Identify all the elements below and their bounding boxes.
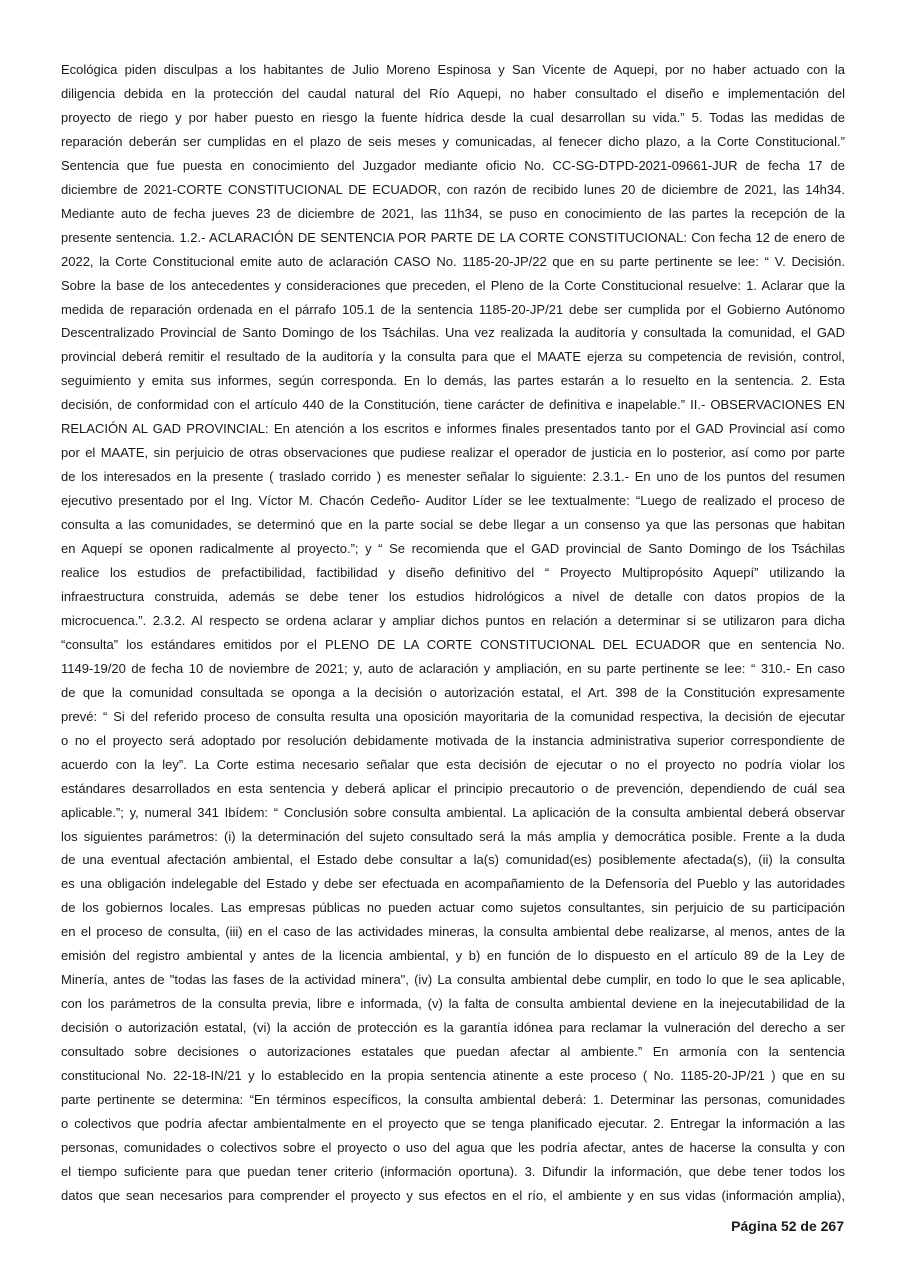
text-line: Mediante auto de fecha jueves 23 de diciembre de 2021, las 11h34, se puso en conocimiento de las partes la recepción de la	[61, 205, 845, 221]
text-line: con los parámetros de la consulta previa, libre e informada, (v) la falta de consulta ambiental deviene en la inejecutabilidad de la	[61, 996, 845, 1012]
text-line: por el MAATE, sin perjuicio de otras observaciones que pudiese realizar el operador de justicia en lo posterior, así como por parte	[61, 445, 845, 461]
body-paragraph	[61, 58, 845, 1208]
text-line: parte pertinente se determina: “En términos específicos, la consulta ambiental deberá: 1. Determinar las personas, comunidades	[61, 1091, 845, 1107]
text-line: medida de reparación ordenada en el párrafo 105.1 de la sentencia 1185-20-JP/21 debe ser cumplida por el Gobierno Autónomo	[61, 301, 845, 317]
text-line: constitucional No. 22-18-IN/21 y lo establecido en la propia sentencia atinente a este proceso ( No. 1185-20-JP/21 ) que en su	[61, 1068, 845, 1084]
text-line: de que la comunidad consultada se oponga a la decisión o autorización estatal, el Art. 398 de la Constitución expresamente	[61, 684, 845, 700]
text-line: de los interesados en la presente ( traslado corrido ) es menester señalar lo siguiente: 2.3.1.- En uno de los puntos del resumen	[61, 469, 845, 485]
text-line: o no el proyecto será adoptado por resolución debidamente motivada de la instancia administrativa superior correspondiente de	[61, 732, 845, 748]
text-line: ejecutivo presentado por el Ing. Víctor M. Chacón Cedeño- Auditor Líder se lee textualmente: “Luego de realizado el proceso de	[61, 493, 845, 509]
text-line: de los gobiernos locales. Las empresas públicas no pueden actuar como sujetos consultantes, sin perjuicio de su participación	[61, 900, 845, 916]
text-line: Ecológica piden disculpas a los habitantes de Julio Moreno Espinosa y San Vicente de Aquepi, por no haber actuado con la	[61, 62, 845, 77]
text-line: Minería, antes de "todas las fases de la actividad minera", (iv) La consulta ambiental debe cumplir, en todo lo que le sea aplicable,	[61, 972, 845, 988]
text-line: personas, comunidades o colectivos sobre el proyecto o uso del agua que les podría afectar, antes de hacerse la consulta y con	[61, 1139, 845, 1155]
text-line: realice los estudios de prefactibilidad, factibilidad y diseño definitivo del “ Proyecto Multipropósito Aquepí” utilizando la	[61, 565, 845, 581]
text-line: estándares desarrollados en esta sentencia y deberá aplicar el principio precautorio o de prevención, dependiendo de cuál sea	[61, 780, 845, 796]
text-line: provincial deberá remitir el resultado de la auditoría y la consulta para que el MAATE ejerza su competencia de revisión, control,	[61, 349, 845, 365]
text-line: decisión o autorización estatal, (vi) la acción de protección es la garantía idónea para reclamar la vulneración del derecho a ser	[61, 1020, 845, 1036]
text-line: microcuenca.”. 2.3.2. Al respecto se ordena aclarar y ampliar dichos puntos en relación a determinar si se utilizaron para dicha	[61, 612, 845, 628]
text-line: aplicable.”; y, numeral 341 Ibídem: “ Conclusión sobre consulta ambiental. La aplicación de la consulta ambiental deberá observar	[61, 804, 845, 820]
text-line: Sentencia que fue puesta en conocimiento del Juzgador mediante oficio No. CC-SG-DTPD-2021-09661-JUR de fecha 17 de	[61, 157, 845, 173]
text-line: consultado sobre decisiones o autorizaciones estatales que puedan afectar al ambiente.” En armonía con la sentencia	[61, 1044, 845, 1060]
text-line: Descentralizado Provincial de Santo Domingo de los Tsáchilas. Una vez realizada la auditoría y consultada la comunidad, el GAD	[61, 325, 845, 341]
text-line: en Aquepí se oponen radicalmente al proyecto.”; y “ Se recomienda que el GAD provincial de Santo Domingo de los Tsáchilas	[61, 541, 845, 557]
text-line: decisión, de conformidad con el artículo 440 de la Constitución, tiene carácter de definitiva e inapelable.” II.- OBSERVACIONES EN	[61, 397, 845, 413]
text-line: 2022, la Corte Constitucional emite auto de aclaración CASO No. 1185-20-JP/22 que en su parte pertinente se lee: “ V. Decisión.	[61, 253, 845, 269]
text-line: datos que sean necesarios para comprender el proyecto y sus efectos en el río, el ambiente y en sus vidas (información amplia),	[61, 1187, 845, 1203]
text-line: RELACIÓN AL GAD PROVINCIAL: En atención a los escritos e informes finales presentados tanto por el GAD Provincial así como	[61, 421, 845, 437]
text-line: infraestructura construida, además se debe tener los estudios hidrológicos a nivel de detalle con datos propios de la	[61, 588, 845, 604]
text-line: 1149-19/20 de fecha 10 de noviembre de 2021; y, auto de aclaración y ampliación, en su parte pertinente se lee: “ 310.- En caso	[61, 660, 845, 676]
page-number: Página 52 de 267	[731, 1218, 844, 1234]
text-line: en el proceso de consulta, (iii) en el caso de las actividades mineras, la consulta ambiental debe realizarse, al menos, antes de la	[61, 924, 845, 940]
text-line: diligencia debida en la protección del caudal natural del Río Aquepi, no haber consultado el diseño e implementación del	[61, 85, 845, 101]
text-line: Sobre la base de los antecedentes y consideraciones que preceden, el Pleno de la Corte Constitucional resuelve: 1. Aclarar que la	[61, 277, 845, 293]
text-line: el tiempo suficiente para que puedan tener criterio (información oportuna). 3. Difundir la información, que debe tener todos los	[61, 1163, 845, 1179]
text-line: diciembre de 2021-CORTE CONSTITUCIONAL DE ECUADOR, con razón de recibido lunes 20 de diciembre de 2021, las 14h34.	[61, 181, 845, 197]
text-line: es una obligación indelegable del Estado y debe ser efectuada en acompañamiento de la Defensoría del Pueblo y las autoridades	[61, 876, 845, 892]
text-line: o colectivos que podría afectar ambientalmente en el proyecto que se tenga planificado ejecutar. 2. Entregar la información a las	[61, 1115, 845, 1131]
text-line: acuerdo con la ley”. La Corte estima necesario señalar que esta decisión de ejecutar o no el proyecto no podría violar los	[61, 756, 845, 772]
text-line: “consulta” los estándares emitidos por el PLENO DE LA CORTE CONSTITUCIONAL DEL ECUADOR que en sentencia No.	[61, 636, 845, 652]
text-line: presente sentencia. 1.2.- ACLARACIÓN DE SENTENCIA POR PARTE DE LA CORTE CONSTITUCIONAL: Con fecha 12 de enero de	[61, 229, 845, 245]
text-line: prevé: “ Si del referido proceso de consulta resulta una oposición mayoritaria de la comunidad respectiva, la decisión de ejecutar	[61, 708, 845, 724]
text-line: proyecto de riego y por haber puesto en riesgo la fuente hídrica desde la cual desarrollan su vida.” 5. Todas las medidas de	[61, 109, 845, 125]
text-line: reparación deberán ser cumplidas en el plazo de seis meses y comunicadas, al fenecer dicho plazo, a la Corte Constitucional.”	[61, 133, 845, 149]
text-line: de una eventual afectación ambiental, el Estado debe consultar a la(s) comunidad(es) posiblemente afectada(s), (ii) la consulta	[61, 852, 845, 868]
text-line: consulta a las comunidades, se determinó que en la parte social se debe llegar a un consenso ya que las personas que habitan	[61, 517, 845, 533]
text-line: seguimiento y emita sus informes, según corresponda. En lo demás, las partes estarán a lo resuelto en la sentencia. 2. Esta	[61, 373, 845, 389]
text-line: emisión del registro ambiental y antes de la licencia ambiental, y b) en función de lo dispuesto en el artículo 89 de la Ley de	[61, 948, 845, 964]
text-line: los siguientes parámetros: (i) la determinación del sujeto consultado será la más amplia y democrática posible. Frente a la duda	[61, 828, 845, 844]
